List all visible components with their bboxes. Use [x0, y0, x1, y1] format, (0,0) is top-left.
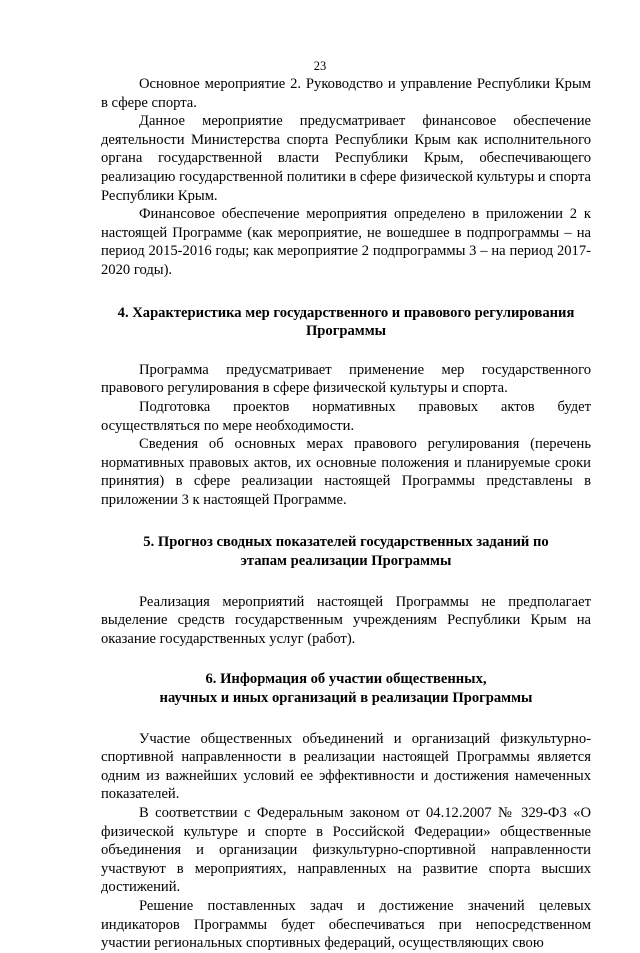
paragraph: Сведения об основных мерах правового регулирования (перечень нормативных правовых актов, их основные положения и планируемые сроки принятия) в сфере реализации настоящей Программы представлены в приложении 3 к настоящей Программе. — [101, 436, 591, 508]
paragraph: Решение поставленных задач и достижение значений целевых индикаторов Программы будет обеспечиваться при непосредственном участии региональных спортивных федераций, осуществляющих свою — [101, 897, 591, 952]
section-4-heading — [101, 304, 591, 341]
section-6-heading-line1: 6. Информация об участии общественных, — [205, 671, 487, 688]
paragraph: Реализация мероприятий настоящей Программы не предполагает выделение средств государственным учреждениям Республики Крым на оказание государственных услуг (работ). — [101, 593, 591, 647]
section-5-heading-line2: этапам реализации Программы — [240, 553, 452, 570]
section-4-heading-line2: Программы — [305, 323, 387, 340]
document-body — [101, 75, 591, 953]
section-6-heading-line2: научных и иных организаций в реализации Программы — [159, 690, 533, 707]
paragraph: Участие общественных объединений и организаций физкультурно-спортивной направленности в реализации настоящей Программы является одним из важнейших условий ее эффективности и достижения намеченных показателей. — [101, 730, 591, 803]
paragraph: Финансовое обеспечение мероприятия определено в приложении 2 к настоящей Программе (как мероприятие, не вошедшее в подпрограммы – на период 2015-2016 годы; как мероприятие 2 подпрограммы 3 – на период 2017-2020 годы). — [101, 206, 591, 278]
section-4-heading-line1: 4. Характеристика мер государственного и правового регулирования — [117, 304, 575, 321]
paragraph: Подготовка проектов нормативных правовых актов будет осуществляться по мере необходимости. — [101, 398, 591, 434]
section-5-heading — [101, 533, 591, 570]
paragraph: Основное мероприятие 2. Руководство и управление Республики Крым в сфере спорта. — [101, 76, 591, 111]
section-5-heading-line1: 5. Прогноз сводных показателей государственных заданий по — [143, 534, 549, 551]
paragraph: В соответствии с Федеральным законом от 04.12.2007 № 329-ФЗ «О физической культуре и спорте в Российской Федерации» общественные объединения и организации физкультурно-спортивной направленности участвуют в мероприятиях, направленных на развитие спорта высших достижений. — [101, 805, 591, 896]
section-6-heading — [101, 670, 591, 707]
page-number: 23 — [313, 59, 327, 73]
paragraph: Данное мероприятие предусматривает финансовое обеспечение деятельности Министерства спорта Республики Крым как исполнительного органа государственной власти Республики Крым, обеспечивающего реализацию государственной политики в сфере физической культуры и спорта Республики Крым. — [101, 113, 591, 204]
paragraph: Программа предусматривает применение мер государственного правового регулирования в сфере физической культуры и спорта. — [101, 361, 591, 397]
